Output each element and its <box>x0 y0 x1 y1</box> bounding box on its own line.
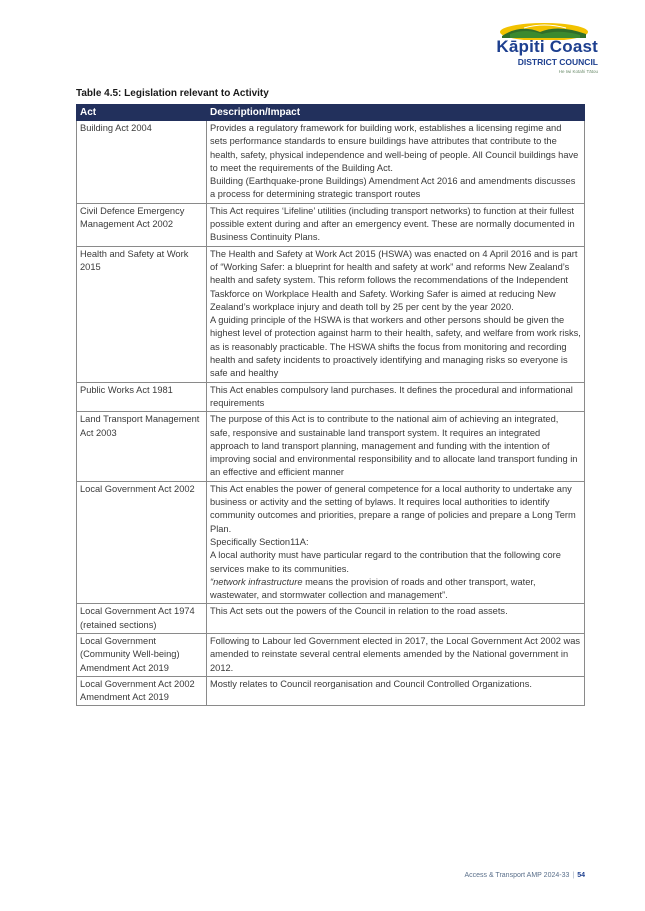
act-cell: Public Works Act 1981 <box>77 382 207 412</box>
description-paragraph <box>210 576 581 603</box>
council-logo <box>468 20 598 80</box>
description-paragraph: Provides a regulatory framework for building work, establishes a licensing regime and sets performance standards to ensure buildings have attributes that contribute to the health, safety, physical independence and well-being of people. All Council buildings have to meet the requirements of the Building Act. <box>210 123 579 173</box>
document-title: Access & Transport AMP 2024-33 <box>464 872 570 879</box>
description-paragraph: Following to Labour led Government elected in 2017, the Local Government Act 2002 was amended to reinstate several central elements amended by the National government in 2012. <box>210 635 581 673</box>
legislation-table <box>76 104 585 706</box>
description-paragraph: Specifically Section11A: <box>210 536 309 547</box>
logo-name: Kāpiti Coast <box>496 37 598 56</box>
table-row <box>77 604 585 634</box>
description-cell <box>207 121 585 204</box>
description-cell <box>207 676 585 706</box>
table-row <box>77 412 585 481</box>
description-paragraph: Building (Earthquake-prone Buildings) Amendment Act 2016 and amendments discusses a process for determining strategic transport routes <box>210 176 576 200</box>
description-cell <box>207 412 585 481</box>
table-header-row <box>77 105 585 121</box>
description-paragraph: The purpose of this Act is to contribute to the national aim of achieving an integrated, safe, responsive and sustainable land transport system. It requires an integrated approach to land transport planning, management and funding with the intention of improving social and environmental responsibility and to allocate land transport funding in an effective and efficient manner <box>210 414 578 478</box>
table-row <box>77 121 585 204</box>
header-act: Act <box>77 105 207 121</box>
description-paragraph: A local authority must have particular regard to the contribution that the following core services make to its communities. <box>210 550 561 574</box>
description-paragraph: Mostly relates to Council reorganisation and Council Controlled Organizations. <box>210 678 532 689</box>
page-number: 54 <box>577 872 585 879</box>
table-caption: Table 4.5: Legislation relevant to Activity <box>76 88 269 99</box>
footer-separator: | <box>572 872 575 879</box>
description-paragraph: This Act enables compulsory land purchases. It defines the procedural and informational requirements <box>210 384 573 408</box>
definition-text: means the provision of roads and other transport, water, wastewater, and stormwater collection and management”. <box>210 576 536 601</box>
table-row <box>77 246 585 382</box>
description-paragraph: This Act requires ‘Lifeline’ utilities (including transport networks) to function at their fullest possible extent during and after an emergency event. These are normally documented in Business Continuity Plans. <box>210 205 575 243</box>
description-cell <box>207 382 585 412</box>
act-cell: Health and Safety at Work 2015 <box>77 246 207 382</box>
logo-subname: DISTRICT COUNCIL <box>517 57 598 67</box>
act-cell: Land Transport Management Act 2003 <box>77 412 207 481</box>
table-row <box>77 203 585 246</box>
logo-tagline: He Iwi Kotahi Tātou <box>558 69 598 74</box>
table-row <box>77 382 585 412</box>
act-cell: Building Act 2004 <box>77 121 207 204</box>
header-description: Description/Impact <box>207 105 585 121</box>
description-cell <box>207 481 585 604</box>
description-paragraph: This Act enables the power of general competence for a local authority to undertake any business or activity and the setting of bylaws. It requires local authorities to identify community outcomes and priorities, prepare a range of policies and prepare a Long Term Plan. <box>210 483 576 534</box>
description-paragraph: A guiding principle of the HSWA is that workers and other persons should be given the highest level of protection against harm to their health, safety, and welfare from work risks, as is reasonably practicable. The HSWA shifts the focus from monitoring and recording health and safety incidents to proactively identifying and managing risks so everyone is safe and healthy <box>210 315 581 379</box>
act-cell: Local Government Act 2002 <box>77 481 207 604</box>
page-footer <box>464 872 585 879</box>
table-row <box>77 481 585 604</box>
table-row <box>77 633 585 676</box>
act-cell: Local Government (Community Well-being) Amendment Act 2019 <box>77 633 207 676</box>
description-cell <box>207 633 585 676</box>
description-paragraph: This Act sets out the powers of the Council in relation to the road assets. <box>210 606 508 617</box>
act-cell: Local Government Act 2002 Amendment Act 2019 <box>77 676 207 706</box>
italic-term: “network infrastructure <box>210 576 303 587</box>
description-cell <box>207 604 585 634</box>
description-paragraph: The Health and Safety at Work Act 2015 (HSWA) was enacted on 4 April 2016 and is part of “Working Safer: a blueprint for health and safety at work” and reforms New Zealand’s health and safety system. This reform follows the recommendations of the Independent Taskforce on Workplace Health and Safety. Working Safer is aimed at reducing New Zealand’s workplace injury and death toll by 25 per cent by the year 2020. <box>210 248 578 312</box>
act-cell: Local Government Act 1974 (retained sections) <box>77 604 207 634</box>
act-cell: Civil Defence Emergency Management Act 2002 <box>77 203 207 246</box>
description-cell <box>207 203 585 246</box>
table-row <box>77 676 585 706</box>
description-cell <box>207 246 585 382</box>
